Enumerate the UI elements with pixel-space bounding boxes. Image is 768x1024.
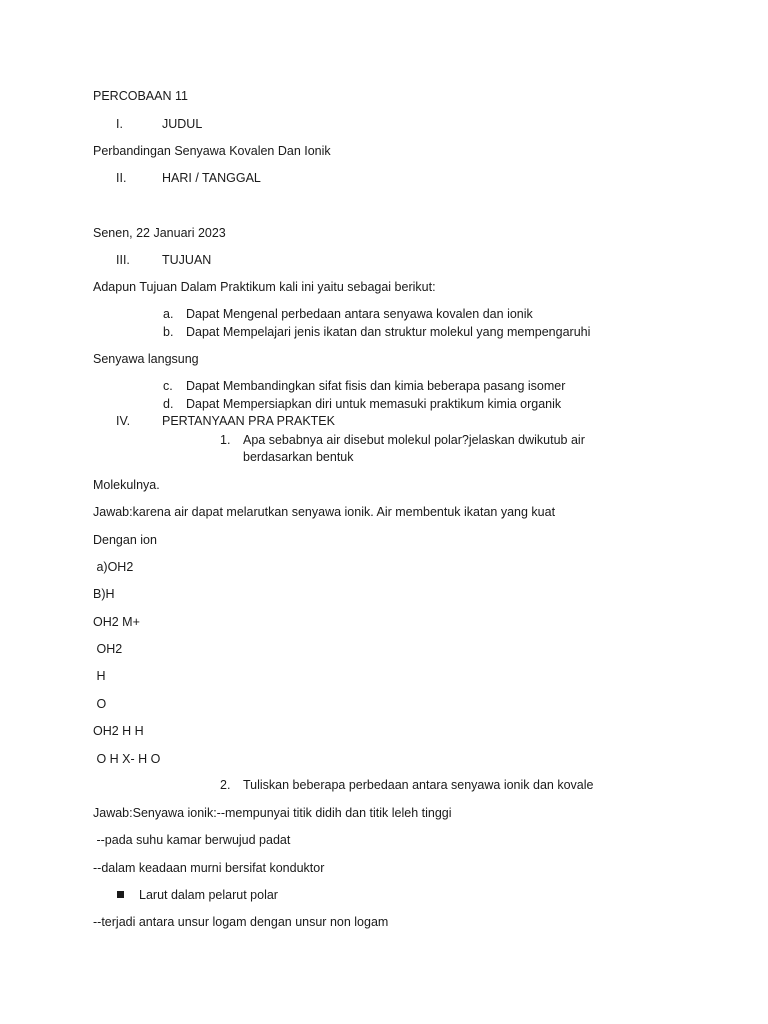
answer-line: Dengan ion — [93, 533, 157, 547]
question-marker: 1. — [220, 433, 231, 447]
section-number: I. — [116, 117, 123, 131]
answer-line: --terjadi antara unsur logam dengan unsur non logam — [93, 915, 389, 929]
question-line: Apa sebabnya air disebut molekul polar?jelaskan dwikutub air — [243, 433, 585, 447]
question-continuation: Molekulnya. — [93, 478, 160, 492]
section-heading: TUJUAN — [162, 253, 212, 267]
answer-line: a)OH2 — [93, 560, 134, 574]
bullet-item: Larut dalam pelarut polar — [139, 888, 278, 902]
list-marker: d. — [163, 397, 174, 411]
answer-line: Jawab:karena air dapat melarutkan senyawa ionik. Air membentuk ikatan yang kuat — [93, 505, 556, 519]
answer-line: H — [93, 669, 106, 683]
date-text: Senen, 22 Januari 2023 — [93, 226, 226, 240]
answer-line: --dalam keadaan murni bersifat konduktor — [93, 861, 325, 875]
question-line: berdasarkan bentuk — [243, 450, 354, 464]
section-number: IV. — [116, 414, 131, 428]
list-item: Dapat Mengenal perbedaan antara senyawa kovalen dan ionik — [186, 307, 533, 321]
answer-line: Jawab:Senyawa ionik:--mempunyai titik didih dan titik leleh tinggi — [93, 806, 452, 820]
list-item: Dapat Mempersiapkan diri untuk memasuki praktikum kimia organik — [186, 397, 562, 411]
section-heading: JUDUL — [162, 117, 203, 131]
answer-line: --pada suhu kamar berwujud padat — [93, 833, 291, 847]
answer-line: B)H — [93, 587, 115, 601]
question-line: Tuliskan beberapa perbedaan antara senyawa ionik dan kovale — [243, 778, 594, 792]
section-number: II. — [116, 171, 127, 185]
answer-line: O H X- H O — [93, 752, 161, 766]
question-marker: 2. — [220, 778, 231, 792]
list-marker: b. — [163, 325, 174, 339]
answer-line: OH2 M+ — [93, 615, 140, 629]
answer-line: OH2 — [93, 642, 123, 656]
section-heading: HARI / TANGGAL — [162, 171, 261, 185]
list-marker: a. — [163, 307, 174, 321]
answer-line: OH2 H H — [93, 724, 144, 738]
doc-title: PERCOBAAN 11 — [93, 89, 188, 103]
judul-text: Perbandingan Senyawa Kovalen Dan Ionik — [93, 144, 331, 158]
tujuan-intro: Adapun Tujuan Dalam Praktikum kali ini yaitu sebagai berikut: — [93, 280, 436, 294]
list-marker: c. — [163, 379, 173, 393]
tujuan-continuation: Senyawa langsung — [93, 352, 199, 366]
section-heading: PERTANYAAN PRA PRAKTEK — [162, 414, 335, 428]
list-item: Dapat Mempelajari jenis ikatan dan struktur molekul yang mempengaruhi — [186, 325, 591, 339]
list-item: Dapat Membandingkan sifat fisis dan kimia beberapa pasang isomer — [186, 379, 566, 393]
square-bullet-icon — [117, 891, 124, 898]
answer-line: O — [93, 697, 107, 711]
section-number: III. — [116, 253, 130, 267]
